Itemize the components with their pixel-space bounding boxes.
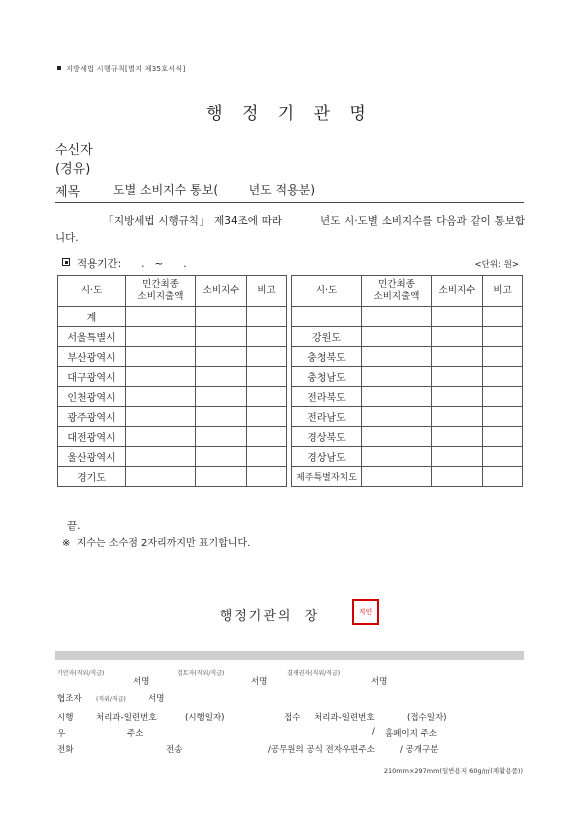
table-row xyxy=(292,467,523,487)
header-region: 시·도 xyxy=(58,276,126,307)
remark-cell[interactable] xyxy=(483,367,523,387)
remark-cell[interactable] xyxy=(483,447,523,467)
organization-head: 행정기관의 장 xyxy=(219,609,320,624)
end-mark: 끝. xyxy=(67,520,81,532)
expenditure-cell[interactable] xyxy=(362,367,432,387)
remark-cell[interactable] xyxy=(483,347,523,367)
header-remark: 비고 xyxy=(483,276,523,307)
index-cell[interactable] xyxy=(432,467,483,487)
region-cell: 서울특별시 xyxy=(58,327,126,347)
paper-size-note: 210mm×297mm(일반용지 60g/㎡(재활용품)) xyxy=(383,767,523,775)
table-row xyxy=(58,387,287,407)
index-cell[interactable] xyxy=(196,367,247,387)
table-header-row xyxy=(292,276,523,307)
header-expenditure: 민간최종 소비지출액 xyxy=(362,276,432,307)
address-label: 주소 xyxy=(127,729,144,739)
region-cell: 제주특별자치도 xyxy=(292,467,362,487)
header-remark: 비고 xyxy=(247,276,287,307)
form-reference xyxy=(57,64,186,74)
table-row xyxy=(292,347,523,367)
note-text: ※ 지수는 소수점 2자리까지만 표기합니다. xyxy=(62,538,251,549)
subject-text: 도별 소비지수 통보( 년도 적용분) xyxy=(113,183,316,197)
receive-date: (접수일자) xyxy=(407,713,447,723)
expenditure-cell[interactable] xyxy=(362,467,432,487)
index-cell[interactable] xyxy=(196,467,247,487)
address-slash: / xyxy=(372,727,375,737)
table-row xyxy=(58,367,287,387)
reviewer-sign: 서명 xyxy=(251,677,268,687)
zip-label: 우 xyxy=(57,729,66,739)
email-label: /공무원의 공식 전자우편주소 xyxy=(268,745,375,755)
header-index: 소비지수 xyxy=(432,276,483,307)
expenditure-cell[interactable] xyxy=(126,307,196,327)
index-cell[interactable] xyxy=(432,367,483,387)
period-label: 적용기간: . ~ . xyxy=(77,258,187,270)
remark-cell[interactable] xyxy=(483,467,523,487)
index-cell[interactable] xyxy=(432,327,483,347)
page-title: 행 정 기 관 명 xyxy=(206,104,373,124)
reviewer-label: 검토자(직위/직급) xyxy=(177,670,225,677)
table-header-row xyxy=(58,276,287,307)
remark-cell[interactable] xyxy=(247,427,287,447)
drafter-label: 기안자(직위/직급) xyxy=(57,670,105,677)
via-label: (경유) xyxy=(55,162,91,177)
table-row xyxy=(292,327,523,347)
header-index: 소비지수 xyxy=(196,276,247,307)
table-row xyxy=(58,447,287,467)
expenditure-cell[interactable] xyxy=(362,347,432,367)
expenditure-cell[interactable] xyxy=(126,427,196,447)
enforce-date: (시행일자) xyxy=(185,713,225,723)
body-paragraph: 「지방세법 시행규칙」 제34조에 따라 년도 시·도별 소비지수를 다음과 같이 통보합니다. xyxy=(55,215,525,244)
cooperator-label: 협조자 xyxy=(57,694,82,704)
region-cell: 충청북도 xyxy=(292,347,362,367)
expenditure-cell[interactable] xyxy=(362,427,432,447)
remark-cell[interactable] xyxy=(483,327,523,347)
receive-label: 접수 xyxy=(284,713,301,723)
remark-cell[interactable] xyxy=(483,407,523,427)
remark-cell[interactable] xyxy=(247,347,287,367)
remark-cell[interactable] xyxy=(483,387,523,407)
index-cell[interactable] xyxy=(196,387,247,407)
official-seal-stamp: 직인 xyxy=(352,599,379,625)
region-cell: 광주광역시 xyxy=(58,407,126,427)
table-row xyxy=(58,407,287,427)
expenditure-cell[interactable] xyxy=(362,407,432,427)
approver-sign: 서명 xyxy=(371,677,388,687)
remark-cell[interactable] xyxy=(247,307,287,327)
region-cell: 충청남도 xyxy=(292,367,362,387)
table-row xyxy=(292,307,523,327)
cooperator-role: (직위/직급) xyxy=(96,696,126,703)
table-row xyxy=(292,407,523,427)
receive-code: 처리과-일련번호 xyxy=(314,713,375,723)
header-region: 시·도 xyxy=(292,276,362,307)
signature-band xyxy=(55,651,524,660)
form-reference-text: 지방세법 시행규칙[별지 제35호서식] xyxy=(66,65,186,73)
remark-cell[interactable] xyxy=(247,407,287,427)
region-cell xyxy=(292,307,362,327)
index-cell[interactable] xyxy=(196,427,247,447)
region-cell: 대전광역시 xyxy=(58,427,126,447)
phone-label: 전화 xyxy=(57,745,74,755)
table-row xyxy=(58,307,287,327)
expenditure-cell[interactable] xyxy=(126,407,196,427)
remark-cell[interactable] xyxy=(247,467,287,487)
remark-cell[interactable] xyxy=(247,327,287,347)
expenditure-cell[interactable] xyxy=(126,447,196,467)
index-cell[interactable] xyxy=(432,407,483,427)
region-cell: 경상북도 xyxy=(292,427,362,447)
subject-divider xyxy=(55,202,524,203)
region-cell: 전라남도 xyxy=(292,407,362,427)
region-cell: 전라북도 xyxy=(292,387,362,407)
index-cell[interactable] xyxy=(196,447,247,467)
header-expenditure: 민간최종 소비지출액 xyxy=(126,276,196,307)
index-cell[interactable] xyxy=(432,347,483,367)
expenditure-cell[interactable] xyxy=(126,467,196,487)
remark-cell[interactable] xyxy=(247,367,287,387)
checkbox-square-icon xyxy=(62,258,70,266)
expenditure-cell[interactable] xyxy=(126,387,196,407)
region-cell: 계 xyxy=(58,307,126,327)
table-row xyxy=(292,447,523,467)
expenditure-cell[interactable] xyxy=(362,387,432,407)
expenditure-cell[interactable] xyxy=(362,307,432,327)
remark-cell[interactable] xyxy=(483,307,523,327)
index-cell[interactable] xyxy=(196,407,247,427)
region-cell: 강원도 xyxy=(292,327,362,347)
enforce-label: 시행 xyxy=(57,713,74,723)
index-cell[interactable] xyxy=(432,387,483,407)
right-consumption-table xyxy=(291,275,523,487)
table-row xyxy=(58,467,287,487)
region-cell: 울산광역시 xyxy=(58,447,126,467)
index-cell[interactable] xyxy=(432,447,483,467)
table-row xyxy=(292,387,523,407)
recipient-label: 수신자 xyxy=(55,143,93,158)
index-cell[interactable] xyxy=(432,427,483,447)
remark-cell[interactable] xyxy=(483,427,523,447)
remark-cell[interactable] xyxy=(247,387,287,407)
table-row xyxy=(292,367,523,387)
region-cell: 부산광역시 xyxy=(58,347,126,367)
cooperator-sign: 서명 xyxy=(148,694,165,704)
period-line xyxy=(62,256,187,271)
disclosure-label: / 공개구분 xyxy=(400,745,439,755)
table-row xyxy=(58,327,287,347)
enforce-code: 처리과-일련번호 xyxy=(96,713,157,723)
unit-label: <단위: 원> xyxy=(474,260,519,270)
index-cell[interactable] xyxy=(196,347,247,367)
expenditure-cell[interactable] xyxy=(362,327,432,347)
table-row xyxy=(58,427,287,447)
region-cell: 경기도 xyxy=(58,467,126,487)
expenditure-cell[interactable] xyxy=(126,327,196,347)
left-consumption-table xyxy=(57,275,287,487)
table-row xyxy=(292,427,523,447)
bullet-square-icon xyxy=(57,66,61,70)
homepage-label: 홈페이지 주소 xyxy=(385,729,437,739)
fax-label: 전송 xyxy=(166,745,183,755)
index-cell[interactable] xyxy=(432,307,483,327)
index-cell[interactable] xyxy=(196,327,247,347)
expenditure-cell[interactable] xyxy=(362,447,432,467)
region-cell: 인천광역시 xyxy=(58,387,126,407)
region-cell: 경상남도 xyxy=(292,447,362,467)
approver-label: 결재권자(직위/직급) xyxy=(287,670,341,677)
expenditure-cell[interactable] xyxy=(126,347,196,367)
drafter-sign: 서명 xyxy=(133,677,150,687)
index-cell[interactable] xyxy=(196,307,247,327)
table-row xyxy=(58,347,287,367)
remark-cell[interactable] xyxy=(247,447,287,467)
region-cell: 대구광역시 xyxy=(58,367,126,387)
expenditure-cell[interactable] xyxy=(126,367,196,387)
subject-label: 제목 xyxy=(55,185,81,200)
